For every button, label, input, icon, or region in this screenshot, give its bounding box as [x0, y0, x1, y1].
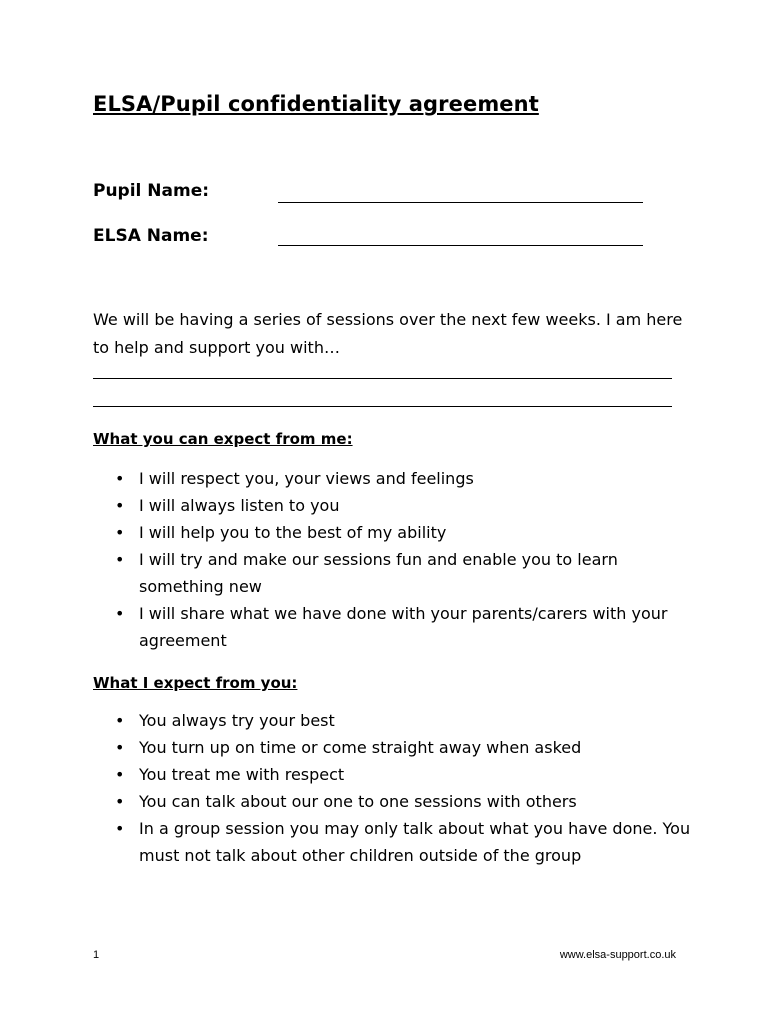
list-item — [93, 465, 693, 492]
bullet-icon: • — [115, 738, 125, 757]
intro-paragraph: We will be having a series of sessions over the next few weeks. I am here to help and support you with… — [93, 310, 683, 357]
bullet-icon: • — [115, 469, 125, 488]
footer-url: www.elsa-support.co.uk — [559, 949, 676, 961]
write-in-line-2 — [93, 406, 672, 407]
expect-from-me-list — [93, 465, 693, 654]
section-heading-expect-from-me: What you can expect from me: — [93, 430, 353, 448]
bullet-icon: • — [115, 792, 125, 811]
list-item-text: You always try your best — [139, 711, 335, 730]
list-item — [93, 707, 693, 734]
bullet-icon: • — [115, 711, 125, 730]
bullet-icon: • — [115, 604, 125, 623]
write-in-line-1 — [93, 378, 672, 379]
pupil-name-blank-line — [278, 202, 643, 203]
list-item — [93, 734, 693, 761]
list-item-text: You can talk about our one to one sessions with others — [139, 792, 577, 811]
bullet-icon: • — [115, 550, 125, 569]
expect-from-you-list — [93, 707, 693, 869]
page-number: 1 — [93, 949, 100, 961]
list-item — [93, 519, 693, 546]
bullet-icon: • — [115, 496, 125, 515]
elsa-name-blank-line — [278, 245, 643, 246]
list-item — [93, 546, 693, 600]
list-item-text: I will share what we have done with your parents/carers with your agreement — [139, 604, 668, 650]
list-item-text: I will try and make our sessions fun and enable you to learn something new — [139, 550, 618, 596]
bullet-icon: • — [115, 819, 125, 838]
list-item-text: You turn up on time or come straight away when asked — [139, 738, 582, 757]
list-item — [93, 815, 693, 869]
list-item — [93, 788, 693, 815]
document-title: ELSA/Pupil confidentiality agreement — [93, 92, 539, 116]
list-item-text: I will always listen to you — [139, 496, 340, 515]
elsa-name-label: ELSA Name: — [93, 226, 209, 246]
list-item — [93, 492, 693, 519]
list-item-text: In a group session you may only talk about what you have done. You must not talk about other children outside of the group — [139, 819, 691, 865]
list-item — [93, 600, 693, 654]
section-heading-expect-from-you: What I expect from you: — [93, 674, 298, 692]
pupil-name-label: Pupil Name: — [93, 181, 210, 201]
list-item-text: I will help you to the best of my ability — [139, 523, 447, 542]
list-item-text: I will respect you, your views and feelings — [139, 469, 474, 488]
bullet-icon: • — [115, 523, 125, 542]
list-item-text: You treat me with respect — [139, 765, 345, 784]
bullet-icon: • — [115, 765, 125, 784]
list-item — [93, 761, 693, 788]
